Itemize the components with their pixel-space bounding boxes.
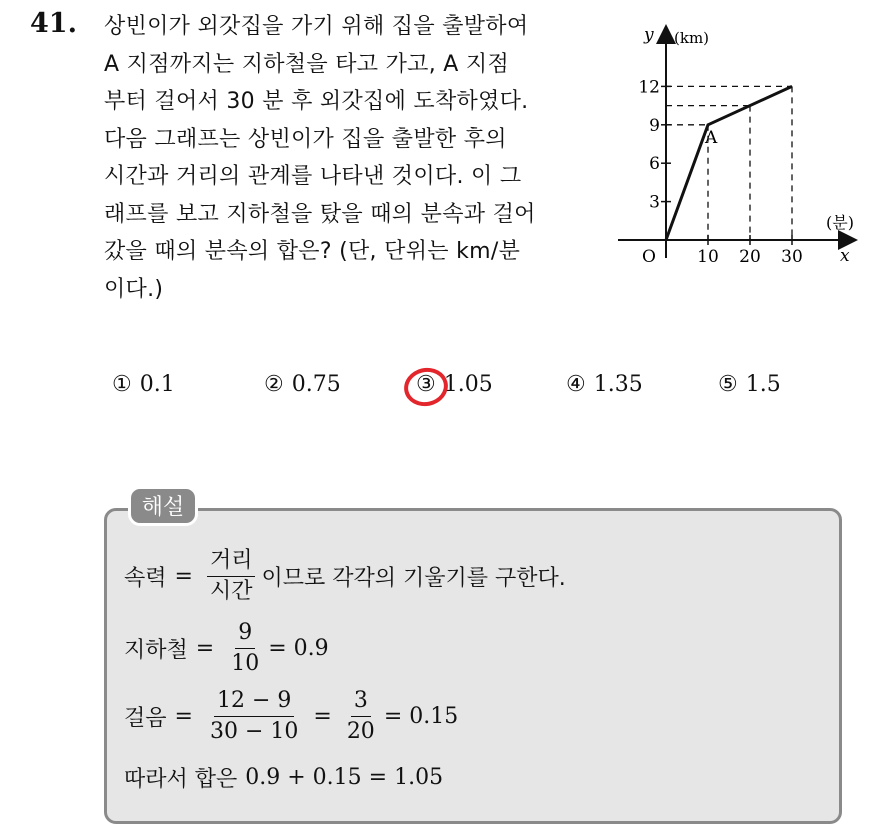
point-a-label: A (705, 127, 718, 148)
walk-term: 걸음 (124, 706, 167, 731)
y-tick-label: 6 (649, 154, 660, 175)
x-unit-label: (분) (826, 213, 854, 232)
numerator: 3 (351, 688, 371, 717)
y-tick-label: 3 (649, 192, 660, 213)
choice-4[interactable] (566, 372, 643, 397)
solution-label: 해설 (128, 486, 198, 526)
question-number: 41. (30, 8, 77, 39)
choice-value: 1.35 (593, 372, 643, 397)
choice-number: ② (264, 372, 284, 397)
solution-line-4 (124, 762, 443, 793)
distance-time-graph (604, 18, 864, 268)
origin-label: O (642, 247, 656, 267)
question-line: 다음 그래프는 상빈이가 집을 출발한 후의 (104, 126, 507, 152)
choice-number: ④ (566, 372, 586, 397)
y-axis-label: y (644, 25, 654, 45)
choice-value: 1.05 (443, 372, 493, 397)
choice-2[interactable] (264, 372, 341, 397)
y-tick-label: 9 (649, 115, 660, 136)
choice-number: ③ (416, 372, 436, 397)
question-line: 부터 걸어서 30 분 후 외갓집에 도착하였다. (104, 89, 529, 114)
denominator: 30 − 10 (209, 719, 299, 744)
result: = 0.9 (268, 636, 329, 661)
question-line: A 지점까지는 지하철을 타고 가고, A 지점 (104, 51, 510, 77)
question-line: 래프를 보고 지하철을 탔을 때의 분속과 걸어 (104, 201, 536, 227)
y-tick-label: 12 (638, 77, 660, 98)
question-text (104, 8, 604, 308)
question-line: 이다.) (104, 276, 164, 302)
x-axis-label: x (840, 246, 850, 266)
conclusion-text: 따라서 합은 (124, 767, 238, 792)
equals-sign: = (174, 564, 193, 589)
axis-ticks (661, 86, 792, 245)
subway-term: 지하철 (124, 638, 188, 663)
distance-line (666, 86, 792, 240)
solution-line-1 (124, 548, 566, 605)
equals-sign: = (174, 704, 193, 729)
denominator: 20 (346, 719, 375, 744)
choice-value: 1.5 (745, 372, 781, 397)
fraction (207, 688, 301, 745)
numerator: 거리 (207, 548, 256, 577)
fraction (207, 548, 256, 605)
question-line: 갔을 때의 분속의 합은? (단, 단위는 km/분 (104, 239, 521, 264)
guide-lines (666, 86, 792, 240)
choice-3[interactable] (416, 372, 493, 397)
numerator: 12 − 9 (214, 688, 294, 717)
question-line: 시간과 거리의 관계를 나타낸 것이다. 이 그 (104, 164, 522, 189)
denominator: 시간 (209, 579, 253, 604)
sum-expression: 0.9 + 0.15 = 1.05 (245, 765, 444, 790)
choice-number: ① (112, 372, 132, 397)
choice-1[interactable] (112, 372, 175, 397)
choice-value: 0.75 (291, 372, 341, 397)
choice-5[interactable] (718, 372, 781, 397)
choice-value: 0.1 (139, 372, 175, 397)
explanation-text: 이므로 각각의 기울기를 구한다. (261, 566, 566, 591)
question-line: 상빈이가 외갓집을 가기 위해 집을 출발하여 (104, 14, 529, 39)
result: = 0.15 (383, 704, 459, 729)
speed-term: 속력 (124, 566, 167, 591)
x-tick-label: 30 (781, 247, 803, 267)
fraction (228, 620, 262, 677)
answer-choices (0, 368, 884, 408)
solution-line-3 (124, 688, 458, 745)
equals-sign: = (313, 704, 332, 729)
equals-sign: = (195, 636, 215, 661)
denominator: 10 (231, 651, 260, 676)
x-tick-label: 10 (697, 247, 719, 267)
x-tick-label: 20 (739, 247, 761, 267)
y-unit-label: (km) (674, 29, 710, 47)
choice-number: ⑤ (718, 372, 738, 397)
fraction (344, 688, 378, 745)
numerator: 9 (235, 620, 255, 649)
solution-line-2 (124, 620, 329, 677)
